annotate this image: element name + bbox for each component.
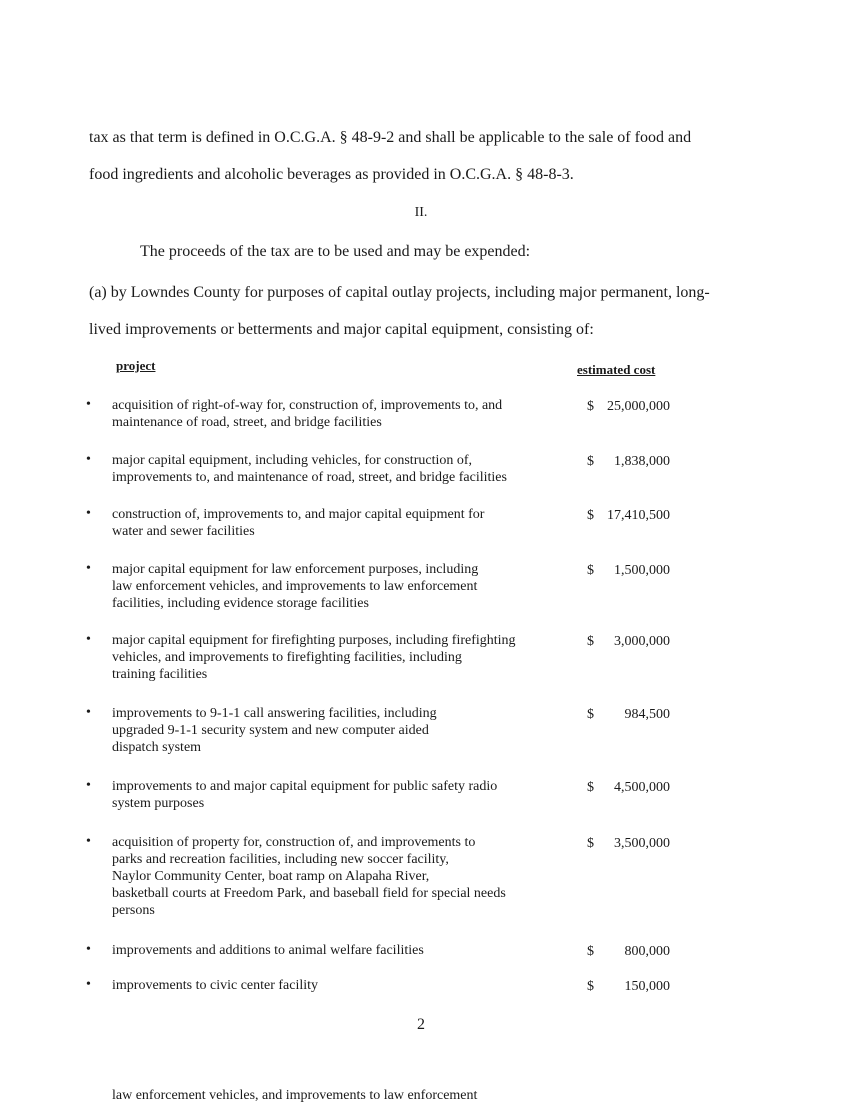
project-description-line: law enforcement vehicles, and improvements to law enforcement (112, 579, 478, 594)
project-description-line: improvements to and major capital equipment for public safety radio (112, 779, 498, 794)
project-description-line: dispatch system (112, 740, 202, 755)
cost-amount: 150,000 (624, 979, 670, 994)
project-description-line: basketball courts at Freedom Park, and baseball field for special needs (112, 886, 506, 901)
cost-amount: 1,500,000 (614, 563, 670, 578)
cost-amount: 800,000 (624, 944, 670, 959)
cost-amount: 3,000,000 (614, 634, 670, 649)
bleed-through-text: law enforcement vehicles, and improvements to law enforcement (112, 1088, 478, 1103)
estimated-cost (587, 454, 670, 470)
project-description-line: major capital equipment for law enforcement purposes, including (112, 562, 479, 577)
project-description-line: construction of, improvements to, and major capital equipment for (112, 507, 485, 522)
project-description-line: acquisition of right-of-way for, construction of, improvements to, and (112, 398, 503, 413)
estimated-cost (587, 780, 670, 796)
bullet-icon: • (86, 632, 91, 647)
currency-symbol: $ (587, 707, 594, 722)
project-description (112, 397, 567, 431)
currency-symbol: $ (587, 399, 594, 414)
project-description-line: major capital equipment, including vehicles, for construction of, (112, 453, 473, 468)
project-column-header: project (116, 358, 156, 373)
project-description-line: training facilities (112, 667, 208, 682)
intro-line-1: tax as that term is defined in O.C.G.A. § 48-9-2 and shall be applicable to the sale of food and (89, 129, 692, 146)
project-description-line: major capital equipment for firefighting purposes, including firefighting (112, 633, 516, 648)
project-description (112, 977, 567, 994)
estimated-cost (587, 979, 670, 995)
project-description (112, 506, 567, 540)
currency-symbol: $ (587, 454, 594, 469)
project-description (112, 942, 567, 959)
page-number: 2 (417, 1016, 425, 1033)
project-description-line: improvements to civic center facility (112, 978, 319, 993)
cost-amount: 17,410,500 (607, 508, 670, 523)
project-description-line: facilities, including evidence storage facilities (112, 596, 369, 611)
bullet-icon: • (86, 778, 91, 793)
proceeds-paragraph: The proceeds of the tax are to be used and may be expended: (140, 243, 531, 260)
clause-a-line-2: lived improvements or betterments and major capital equipment, consisting of: (89, 321, 594, 338)
estimated-cost (587, 634, 670, 650)
project-description-line: vehicles, and improvements to firefighting facilities, including (112, 650, 462, 665)
project-description-line: acquisition of property for, construction of, and improvements to (112, 835, 476, 850)
project-description-line: parks and recreation facilities, including new soccer facility, (112, 852, 449, 867)
project-description-line: maintenance of road, street, and bridge facilities (112, 415, 382, 430)
project-description (112, 705, 567, 756)
currency-symbol: $ (587, 563, 594, 578)
bullet-icon: • (86, 452, 91, 467)
project-description (112, 834, 567, 919)
currency-symbol: $ (587, 634, 594, 649)
project-description (112, 452, 567, 486)
bullet-icon: • (86, 977, 91, 992)
project-description-line: Naylor Community Center, boat ramp on Alapaha River, (112, 869, 430, 884)
project-description-line: water and sewer facilities (112, 524, 255, 539)
estimated-cost (587, 944, 670, 960)
bullet-icon: • (86, 942, 91, 957)
project-description-line: improvements to 9-1-1 call answering facilities, including (112, 706, 437, 721)
estimated-cost (587, 508, 670, 524)
project-description (112, 561, 567, 612)
currency-symbol: $ (587, 836, 594, 851)
bullet-icon: • (86, 561, 91, 576)
cost-amount: 3,500,000 (614, 836, 670, 851)
estimated-cost (587, 399, 670, 415)
project-description-line: persons (112, 903, 155, 918)
currency-symbol: $ (587, 780, 594, 795)
currency-symbol: $ (587, 508, 594, 523)
project-description (112, 778, 567, 812)
bullet-icon: • (86, 397, 91, 412)
bullet-icon: • (86, 705, 91, 720)
cost-amount: 25,000,000 (607, 399, 670, 414)
project-description-line: improvements to, and maintenance of road, street, and bridge facilities (112, 470, 507, 485)
currency-symbol: $ (587, 979, 594, 994)
intro-line-2: food ingredients and alcoholic beverages as provided in O.C.G.A. § 48-8-3. (89, 166, 574, 183)
estimated-cost (587, 836, 670, 852)
clause-a-line-1: (a) by Lowndes County for purposes of capital outlay projects, including major permanent, long- (89, 284, 710, 301)
estimated-cost (587, 707, 670, 723)
cost-amount: 984,500 (624, 707, 670, 722)
cost-amount: 4,500,000 (614, 780, 670, 795)
project-description (112, 632, 567, 683)
project-description-line: improvements and additions to animal welfare facilities (112, 943, 424, 958)
project-description-line: system purposes (112, 796, 205, 811)
bullet-icon: • (86, 506, 91, 521)
cost-amount: 1,838,000 (614, 454, 670, 469)
section-heading: II. (414, 205, 428, 220)
estimated-cost-column-header: estimated cost (577, 362, 656, 377)
project-description-line: upgraded 9-1-1 security system and new computer aided (112, 723, 429, 738)
currency-symbol: $ (587, 944, 594, 959)
bullet-icon: • (86, 834, 91, 849)
estimated-cost (587, 563, 670, 579)
